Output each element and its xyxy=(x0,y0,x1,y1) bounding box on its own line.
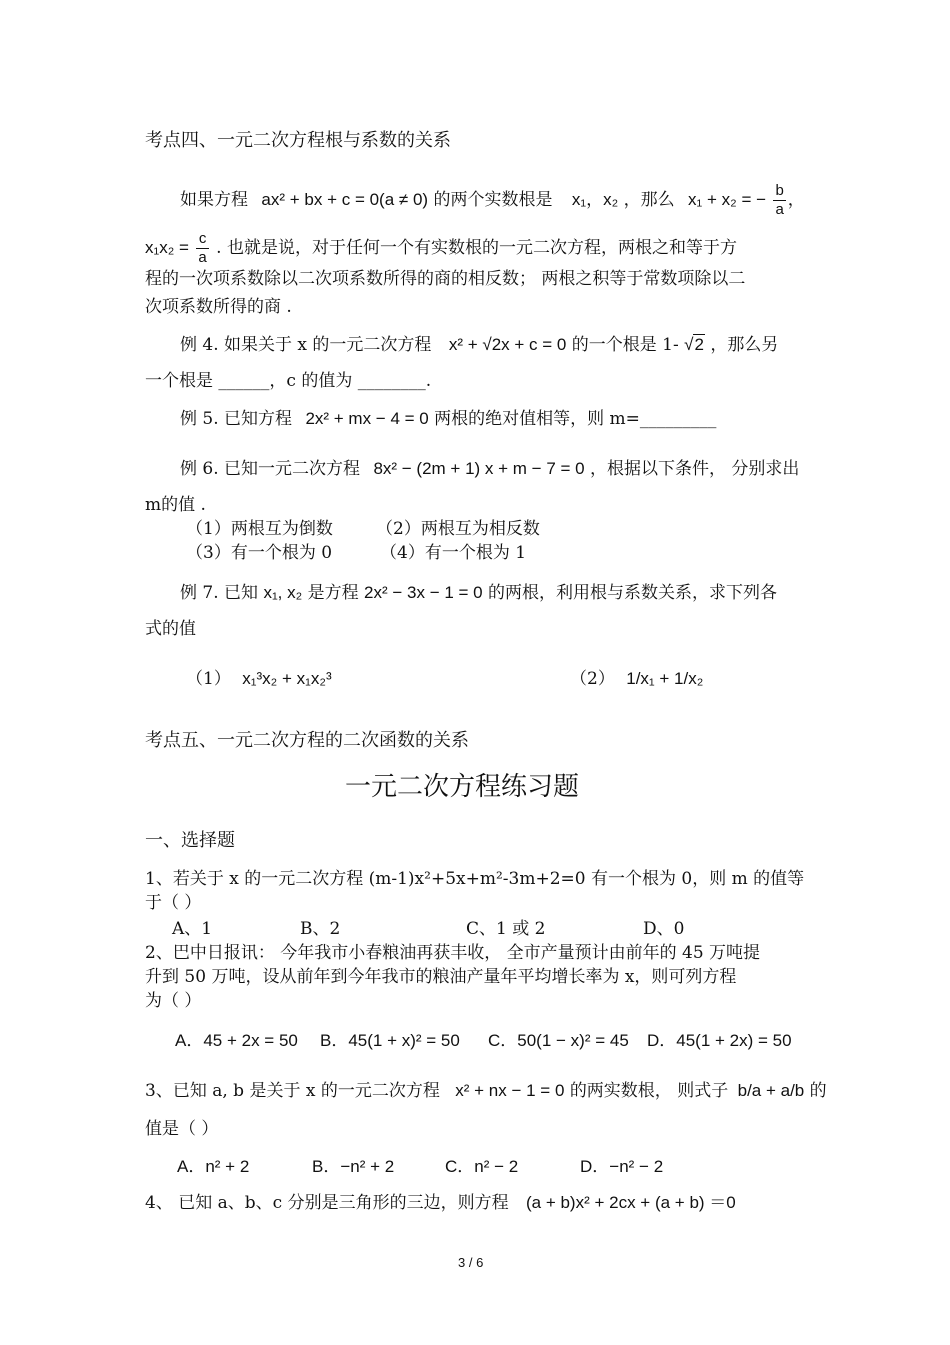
q4-equation: (a + b)x² + 2cx + (a + b) ＝0 xyxy=(525,1193,736,1212)
ex7-q1-expression: x₁³x₂ + x₁x₂³ xyxy=(242,669,332,688)
ex4-text-a: 例 4. 如果关于 x 的一元二次方程 xyxy=(180,335,432,355)
example6-condition4: （4）有一个根为 1 xyxy=(380,543,527,563)
ex4-text-b: 的一个根是 1- xyxy=(571,335,679,355)
q1-option-d: D、0 xyxy=(643,919,685,939)
p2-fraction-num: c xyxy=(196,230,208,249)
p2-text: . 也就是说，对于任何一个有实数根的一元二次方程，两根之和等于方 xyxy=(216,238,737,258)
q3-line1 xyxy=(145,1080,827,1102)
p1-text-a: 如果方程 xyxy=(180,190,248,210)
section5-heading: 考点五、一元二次方程的二次函数的关系 xyxy=(145,730,469,751)
p2-fraction-den: a xyxy=(198,249,207,266)
example7-question2 xyxy=(570,668,703,690)
ex5-text-a: 例 5. 已知方程 xyxy=(180,409,293,429)
part1-heading: 一、选择题 xyxy=(145,830,235,851)
page-number: 3 / 6 xyxy=(458,1255,484,1270)
q3-option-b: B．−n² + 2 xyxy=(312,1157,395,1176)
ex7-q1-label: （1） xyxy=(186,669,231,689)
ex5-text-b: 两根的绝对值相等，则 m=_________ xyxy=(434,409,717,429)
p1-text-c: ，那么 xyxy=(623,190,675,210)
q3-line2: 值是（ ） xyxy=(145,1119,219,1139)
section4-p4: 次项系数所得的商 . xyxy=(145,297,292,317)
example5-line xyxy=(180,408,716,430)
p1-roots: x₁，x₂ xyxy=(571,190,619,209)
q3-text-c: 的 xyxy=(809,1081,827,1101)
example4-line1 xyxy=(180,334,778,356)
p1-fraction xyxy=(773,182,785,219)
p1-sum: x₁ + x₂ = − xyxy=(688,190,767,209)
ex7-q2-expression: 1/x₁ + 1/x₂ xyxy=(626,669,704,688)
ex6-equation: 8x² − (2m + 1) x + m − 7 = 0 xyxy=(373,459,585,478)
example6-line1 xyxy=(180,458,799,480)
q1-option-b: B、2 xyxy=(300,919,341,939)
q1-line1: 1、若关于 x 的一元二次方程 (m-1)x²+5x+m²-3m+2=0 有一个根为 0，则 m 的值等 xyxy=(145,869,805,889)
q1-option-c: C、1 或 2 xyxy=(466,919,546,939)
q1-option-a: A、1 xyxy=(172,919,213,939)
q2-option-d: D．45(1 + 2x) = 50 xyxy=(647,1031,792,1050)
q2-option-c: C．50(1 − x)² = 45 xyxy=(488,1031,629,1050)
section4-p3: 程的一次项系数除以二次项系数所得的商的相反数； 两根之积等于常数项除以二 xyxy=(145,269,746,289)
example7-line2: 式的值 xyxy=(145,619,196,639)
example6-condition1: （1）两根互为倒数 xyxy=(186,519,333,539)
q2-line1: 2、巴中日报讯： 今年我市小春粮油再获丰收， 全市产量预计由前年的 45 万吨提 xyxy=(145,943,761,963)
ex5-equation: 2x² + mx − 4 = 0 xyxy=(305,409,429,428)
q3-text-b: 的两实数根， 则式子 xyxy=(569,1081,729,1101)
ex6-text-a: 例 6. 已知一元二次方程 xyxy=(180,459,361,479)
q2-option-b: B．45(1 + x)² = 50 xyxy=(320,1031,460,1050)
exercise-title: 一元二次方程练习题 xyxy=(345,772,580,802)
p1-fraction-den: a xyxy=(775,201,784,218)
ex6-text-b: ，根据以下条件， 分别求出 xyxy=(590,459,800,479)
ex7-roots: x₁, x₂ xyxy=(263,583,303,602)
ex7-text-b: 是方程 xyxy=(307,583,359,603)
example6-condition2: （2）两根互为相反数 xyxy=(376,519,540,539)
example7-line1 xyxy=(180,582,777,604)
section4-heading: 考点四、一元二次方程根与系数的关系 xyxy=(145,130,451,151)
q2-line2: 升到 50 万吨，设从前年到今年我市的粮油产量年平均增长率为 x，则可列方程 xyxy=(145,967,737,987)
q2-line3: 为（ ） xyxy=(145,991,202,1011)
example6-line2: m的值 . xyxy=(145,495,206,515)
p2-product: x₁x₂ = xyxy=(145,238,189,257)
q3-option-a: A．n² + 2 xyxy=(177,1157,250,1176)
p1-equation: ax² + bx + c = 0(a ≠ 0) xyxy=(261,190,429,209)
ex7-text-a: 例 7. 已知 xyxy=(180,583,259,603)
ex4-equation: x² + √2x + c = 0 xyxy=(448,335,567,354)
q3-option-d: D．−n² − 2 xyxy=(580,1157,664,1176)
q1-line2: 于（ ） xyxy=(145,893,202,913)
ex4-sqrt: √2 xyxy=(684,335,704,354)
ex4-text-c: ，那么另 xyxy=(710,335,779,355)
section4-p2 xyxy=(145,230,737,267)
q3-option-c: C．n² − 2 xyxy=(445,1157,519,1176)
ex7-text-c: 的两根，利用根与系数关系，求下列各 xyxy=(488,583,778,603)
example6-condition3: （3）有一个根为 0 xyxy=(186,543,333,563)
q4-text-a: 4、 已知 a、b、c 分别是三角形的三边，则方程 xyxy=(145,1193,509,1213)
section4-p1: 如果方程 ax² + bx + c = 0(a ≠ 0) 的两个实数根是 x₁，x₂ ，那么 x₁ + x₂ = − $\frac{b}{a}$ ， xyxy=(180,182,805,218)
q3-equation: x² + nx − 1 = 0 xyxy=(455,1081,565,1100)
q2-option-a: A．45 + 2x = 50 xyxy=(175,1031,298,1050)
p1-text-b: 的两个实数根是 xyxy=(433,190,553,210)
q3-text-a: 3、已知 a, b 是关于 x 的一元二次方程 xyxy=(145,1081,440,1101)
example7-question1 xyxy=(186,668,332,690)
p2-fraction xyxy=(196,230,208,267)
q3-expression: b/a + a/b xyxy=(737,1081,805,1100)
ex7-q2-label: （2） xyxy=(570,669,615,689)
q4-line1 xyxy=(145,1192,736,1214)
example4-line2: 一个根是 ______，c 的值为 ________. xyxy=(145,371,432,391)
p1-fraction-num: b xyxy=(775,182,784,199)
ex7-equation: 2x² − 3x − 1 = 0 xyxy=(364,583,483,602)
